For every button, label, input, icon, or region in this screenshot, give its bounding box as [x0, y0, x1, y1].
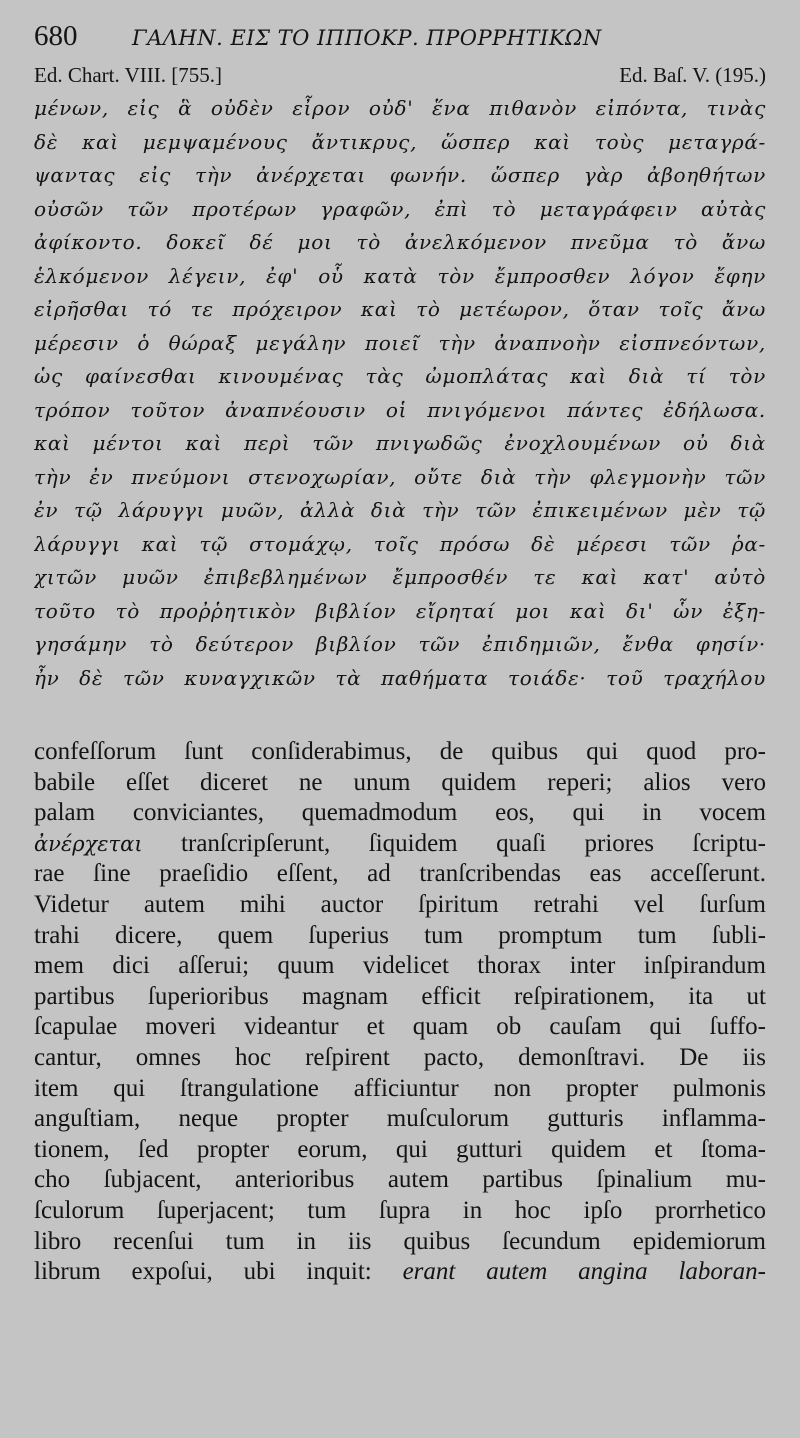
greek-line: ψαντας εἰς τὴν ἀνέρχεται φωνήν. ὥσπερ γὰρ ἀβοηθήτων	[34, 163, 766, 187]
latin-text-block	[34, 737, 766, 1288]
latin-text: libro recenſui tum in iis quibus ſecundum epidemiorum	[34, 1227, 766, 1255]
latin-line	[34, 798, 766, 829]
latin-line	[34, 1135, 766, 1166]
latin-text: librum expoſui, ubi inquit:	[34, 1258, 403, 1286]
latin-text: anguſtiam, neque propter muſculorum gutturis inflamma-	[34, 1105, 766, 1133]
greek-line: δὲ καὶ μεμψαμένους ἄντικρυς, ὥσπερ καὶ τοὺς μεταγρά-	[34, 129, 766, 154]
greek-line: οὐσῶν τῶν προτέρων γραφῶν, ἐπὶ τὸ μεταγράφειν αὐτὰς	[34, 196, 766, 221]
latin-line	[34, 1196, 766, 1227]
latin-text: cho ſubjacent, anterioribus autem partibus ſpinalium mu-	[34, 1166, 766, 1194]
greek-line: χιτῶν μυῶν ἐπιβεβλημένων ἔμπροσθέν τε καὶ κατ' αὐτὸ	[34, 565, 766, 589]
latin-line	[34, 768, 766, 799]
running-head	[34, 20, 766, 60]
latin-text: babile eſſet diceret ne unum quidem reperi; alios vero	[34, 768, 766, 796]
greek-line: ἐν τῷ λάρυγγι μυῶν, ἀλλὰ διὰ τὴν τῶν ἐπικειμένων μὲν τῷ	[34, 498, 766, 522]
edition-line	[34, 60, 766, 90]
latin-line	[34, 951, 766, 982]
latin-line	[34, 1104, 766, 1135]
latin-text: trahi dicere, quem ſuperius tum promptum tum ſubli-	[34, 921, 766, 949]
latin-line	[34, 982, 766, 1013]
latin-line	[34, 829, 766, 860]
latin-text: mem dici aſſerui; quum videlicet thorax inter inſpirandum	[34, 952, 766, 980]
greek-line: ἀφίκοντο. δοκεῖ δέ μοι τὸ ἀνελκόμενον πνεῦμα τὸ ἄνω	[34, 230, 766, 254]
italic-quote: erant autem angina laboran-	[402, 1258, 766, 1286]
latin-line	[34, 1043, 766, 1074]
greek-line: λάρυγγι καὶ τῷ στομάχῳ, τοῖς πρόσω δὲ μέρεσι τῶν ῥα-	[34, 531, 766, 556]
latin-line	[34, 737, 766, 768]
latin-text: ſcapulae moveri videantur et quam ob cauſam qui ſuffo-	[34, 1013, 766, 1041]
greek-line: τρόπον τοῦτον ἀναπνέουσιν οἱ πνιγόμενοι πάντες ἐδήλωσα.	[34, 397, 766, 422]
greek-line: εἰρῆσθαι τό τε πρόχειρον καὶ τὸ μετέωρον, ὅταν τοῖς ἄνω	[34, 297, 766, 321]
latin-line	[34, 859, 766, 890]
greek-line: ὡς φαίνεσθαι κινουμένας τὰς ὠμοπλάτας καὶ διὰ τί τὸν	[34, 364, 766, 388]
edition-left: Ed. Chart. VIII. [755.]	[34, 63, 222, 87]
running-title: ΓΑΛΗΝ. ΕΙΣ ΤΟ ΙΠΠΟΚΡ. ΠΡΟΡΡΗΤΙΚΩΝ	[132, 26, 602, 50]
greek-line: μέρεσιν ὁ θώραξ μεγάλην ποιεῖ τὴν ἀναπνοὴν εἰσπνεόντων,	[34, 330, 766, 355]
latin-line	[34, 921, 766, 952]
greek-line: τὴν ἐν πνεύμονι στενοχωρίαν, οὔτε διὰ τὴν φλεγμονὴν τῶν	[34, 464, 766, 489]
latin-text: confeſſorum ſunt conſiderabimus, de quibus qui quod pro-	[34, 738, 766, 765]
latin-text: item qui ſtrangulatione afficiuntur non propter pulmonis	[34, 1074, 766, 1102]
greek-text-block	[34, 92, 766, 695]
latin-line	[34, 1165, 766, 1196]
latin-text: rae ſine praeſidio eſſent, ad tranſcribendas eas acceſſerunt.	[34, 860, 766, 888]
latin-text: partibus ſuperioribus magnam efficit reſpirationem, ita ut	[34, 982, 766, 1010]
edition-right: Ed. Baſ. V. (195.)	[619, 63, 766, 87]
latin-text: ſculorum ſuperjacent; tum ſupra in hoc ipſo prorrhetico	[34, 1196, 766, 1224]
latin-line	[34, 1012, 766, 1043]
latin-line	[34, 890, 766, 921]
greek-line: μένων, εἰς ἃ οὐδὲν εἶρον οὐδ' ἕνα πιθανὸν εἰπόντα, τινὰς	[34, 96, 766, 120]
greek-line: καὶ μέντοι καὶ περὶ τῶν πνιγωδῶς ἐνοχλουμένων οὐ διὰ	[34, 431, 766, 455]
greek-word: ἀνέρχεται	[34, 831, 143, 856]
latin-text: cantur, omnes hoc reſpirent pacto, demonſtravi. De iis	[34, 1043, 766, 1071]
greek-line: γησάμην τὸ δεύτερον βιβλίον τῶν ἐπιδημιῶν, ἔνθα φησίν·	[34, 632, 766, 656]
latin-line	[34, 1257, 766, 1288]
latin-text: tionem, ſed propter eorum, qui gutturi quidem et ſtoma-	[34, 1135, 766, 1163]
greek-line: τοῦτο τὸ προῤῥητικὸν βιβλίον εἴρηταί μοι καὶ δι' ὧν ἐξη-	[34, 598, 766, 623]
greek-line: ἑλκόμενον λέγειν, ἐφ' οὗ κατὰ τὸν ἔμπροσθεν λόγον ἔφην	[34, 263, 766, 288]
latin-line	[34, 1227, 766, 1258]
page-number: 680	[34, 20, 78, 52]
latin-line	[34, 1074, 766, 1105]
latin-text: palam conviciantes, quemadmodum eos, qui in vocem	[34, 799, 766, 827]
latin-text: Videtur autem mihi auctor ſpiritum retrahi vel ſurſum	[34, 890, 766, 918]
greek-line: ἦν δὲ τῶν κυναγχικῶν τὰ παθήματα τοιάδε· τοῦ τραχήλου	[34, 665, 766, 690]
latin-text: tranſcripſerunt, ſiquidem quaſi priores ſcriptu-	[142, 829, 766, 857]
